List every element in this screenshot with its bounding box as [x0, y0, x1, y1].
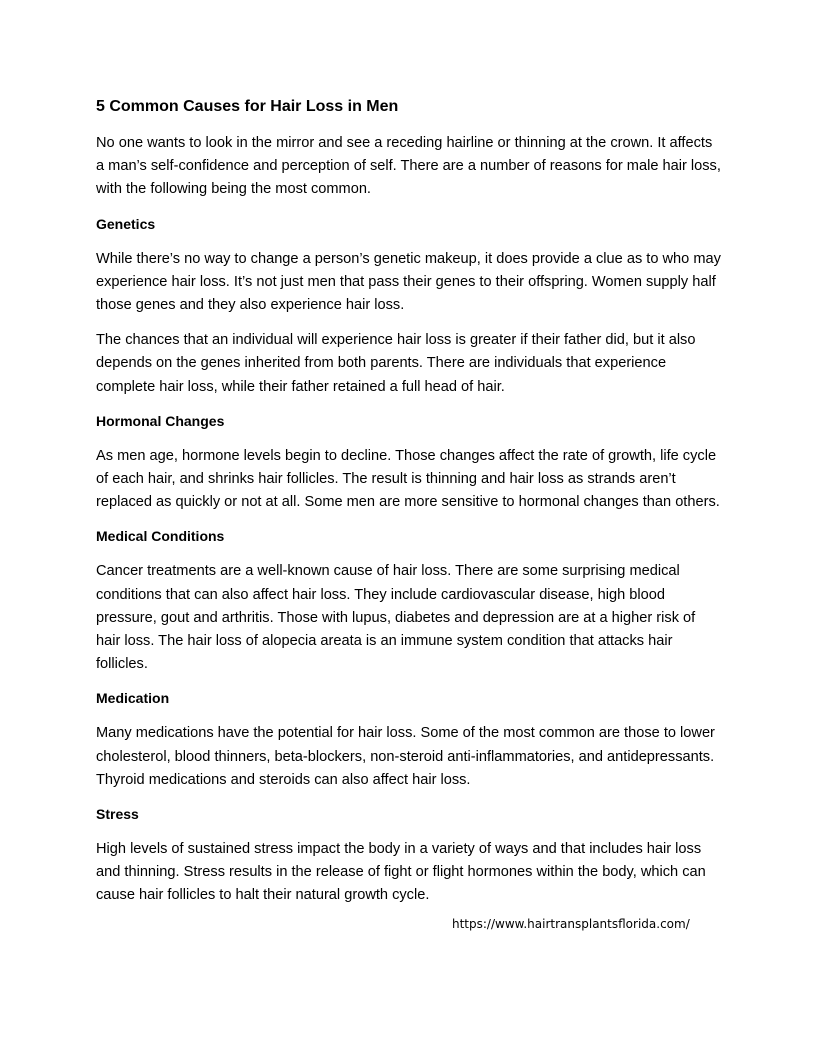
medical-conditions-paragraph: Cancer treatments are a well-known cause of hair loss. There are some surprising medical conditions that can also affect hair loss. They include cardiovascular disease, high blood pressure, gout and arthritis. Those with lupus, diabetes and depression are at a higher risk of hair loss. The hair loss of alopecia areata is an immune system condition that attacks hair follicles. — [96, 563, 696, 673]
stress-paragraph: High levels of sustained stress impact the body in a variety of ways and that includes hair loss and thinning. Stress results in the release of fight or flight hormones within the body, which can cause hair follicles to halt their natural growth cycle. — [96, 841, 706, 904]
intro-paragraph: No one wants to look in the mirror and see a receding hairline or thinning at the crown. It affects a man’s self-confidence and perception of self. There are a number of reasons for male hair loss, with the following being the most common. — [96, 135, 721, 198]
section-heading-medical-conditions: Medical Conditions — [96, 528, 225, 545]
genetics-paragraph-2: The chances that an individual will experience hair loss is greater if their father did, but it also depends on the genes inherited from both parents. There are individuals that experience complete hair loss, while their father retained a full head of hair. — [96, 332, 696, 395]
genetics-paragraph-1: While there’s no way to change a person’s genetic makeup, it does provide a clue as to who may experience hair loss. It’s not just men that pass their genes to their offspring. Women supply half those genes and they also experience hair loss. — [96, 250, 721, 314]
document-page — [96, 96, 722, 920]
section-heading-hormonal-changes: Hormonal Changes — [96, 412, 225, 429]
medication-paragraph: Many medications have the potential for hair loss. Some of the most common are those to lower cholesterol, blood thinners, beta-blockers, non-steroid anti-inflammatories, and antidepressants. Thyroid medications and steroids can also affect hair loss. — [96, 725, 715, 788]
footer-url-link[interactable]: https://www.hairtransplantsflorida.com/ — [452, 917, 690, 931]
section-heading-stress: Stress — [96, 806, 139, 823]
section-heading-medication: Medication — [96, 690, 170, 707]
section-heading-genetics: Genetics — [96, 215, 156, 232]
document-title: 5 Common Causes for Hair Loss in Men — [96, 98, 399, 115]
hormonal-changes-paragraph: As men age, hormone levels begin to decline. Those changes affect the rate of growth, life cycle of each hair, and shrinks hair follicles. The result is thinning and hair loss as strands aren’t replaced as quickly or not at all. Some men are more sensitive to hormonal changes than others. — [96, 447, 720, 511]
